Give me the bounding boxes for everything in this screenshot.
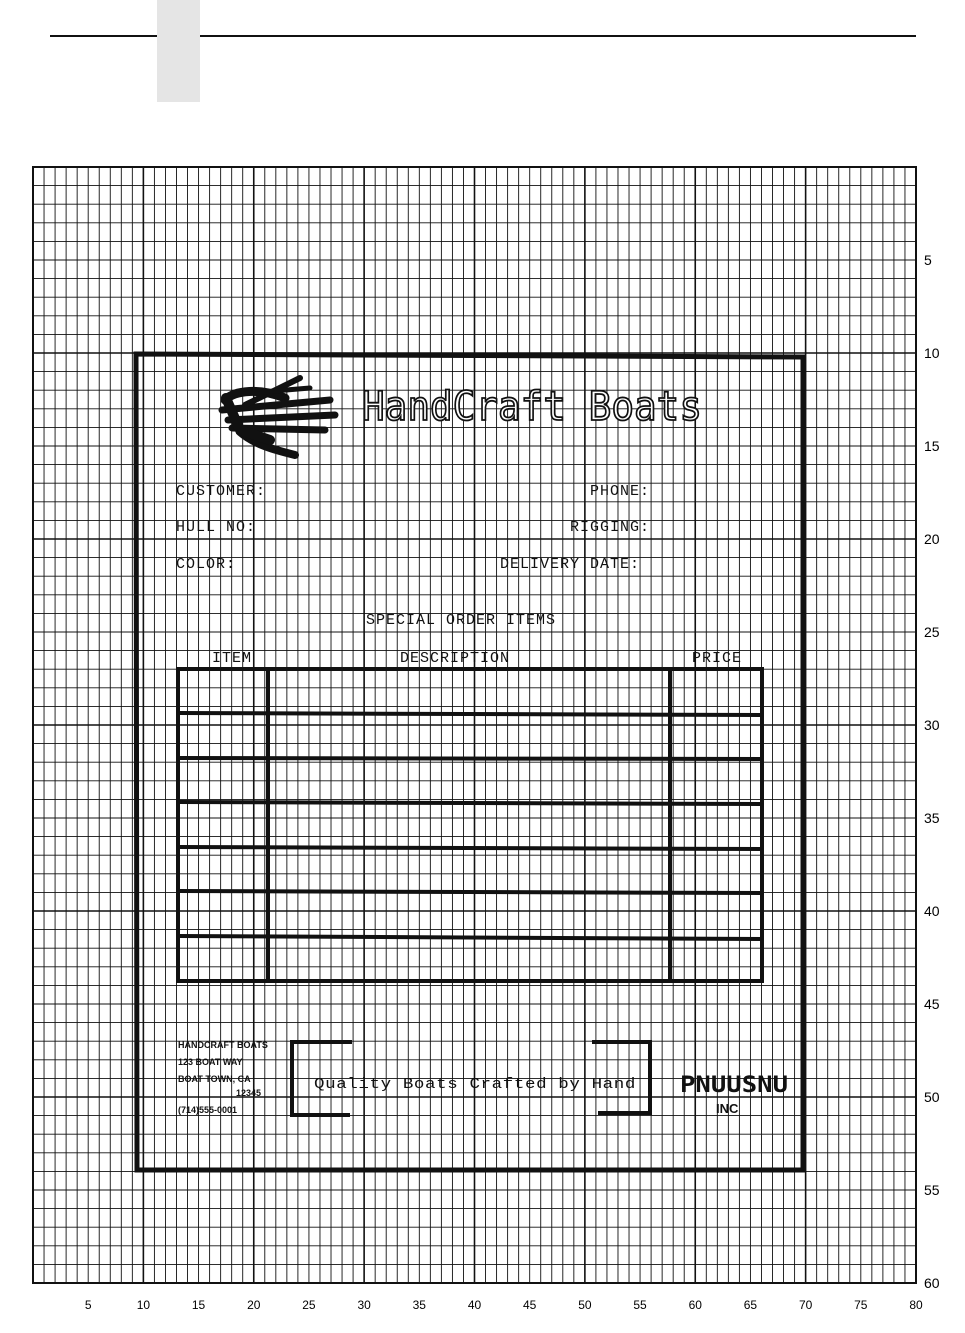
table-row-line bbox=[178, 936, 762, 939]
y-tick-label: 5 bbox=[924, 252, 932, 268]
y-tick-label: 30 bbox=[924, 717, 940, 733]
x-tick-label: 70 bbox=[798, 1298, 813, 1312]
x-tick-label: 35 bbox=[412, 1298, 426, 1312]
x-tick-label: 40 bbox=[467, 1298, 482, 1312]
y-tick-label: 60 bbox=[924, 1275, 940, 1291]
hand-logo-icon bbox=[222, 378, 335, 455]
table-row-line bbox=[178, 847, 762, 849]
grid-lines bbox=[33, 167, 916, 1283]
table-row-line bbox=[178, 713, 762, 715]
x-tick-label: 55 bbox=[633, 1298, 647, 1312]
y-tick-label: 15 bbox=[924, 438, 940, 454]
x-tick-label: 60 bbox=[688, 1298, 702, 1312]
table-row-line bbox=[178, 891, 762, 893]
y-tick-label: 50 bbox=[924, 1089, 940, 1105]
x-tick-label: 50 bbox=[578, 1298, 592, 1312]
delivery-date-label: DELIVERY DATE: bbox=[500, 556, 641, 573]
phone-label: PHONE: bbox=[590, 483, 651, 500]
address-line: 123 BOAT WAY bbox=[178, 1057, 243, 1067]
address-line: BOAT TOWN, CA bbox=[178, 1074, 251, 1084]
column-header-item: ITEM bbox=[212, 650, 253, 667]
address-line: 12345 bbox=[236, 1088, 262, 1098]
y-tick-label: 55 bbox=[924, 1182, 940, 1198]
order-table bbox=[178, 669, 762, 981]
company-title: HandCraft Boats bbox=[362, 384, 702, 430]
stamp-sub: INC bbox=[716, 1101, 739, 1116]
column-header-description: DESCRIPTION bbox=[400, 650, 511, 667]
color-label: COLOR: bbox=[176, 556, 237, 573]
y-tick-label: 20 bbox=[924, 531, 940, 547]
x-tick-label: 80 bbox=[909, 1298, 923, 1312]
section-title: SPECIAL ORDER ITEMS bbox=[366, 612, 557, 629]
table-row-line bbox=[178, 802, 762, 804]
y-tick-label: 35 bbox=[924, 810, 940, 826]
x-tick-label: 45 bbox=[523, 1298, 537, 1312]
y-tick-label: 25 bbox=[924, 624, 940, 640]
x-tick-label: 25 bbox=[302, 1298, 316, 1312]
x-tick-label: 10 bbox=[136, 1298, 151, 1312]
hull-no-label: HULL NO: bbox=[176, 519, 257, 536]
customer-label: CUSTOMER: bbox=[176, 483, 267, 500]
x-tick-label: 5 bbox=[84, 1298, 92, 1312]
column-header-price: PRICE bbox=[692, 650, 743, 667]
slogan: Quality Boats Crafted by Hand bbox=[314, 1076, 636, 1093]
x-tick-label: 30 bbox=[357, 1298, 371, 1312]
x-tick-label: 65 bbox=[743, 1298, 758, 1312]
y-tick-label: 40 bbox=[924, 903, 940, 919]
table-row-line bbox=[178, 758, 762, 759]
rigging-label: RIGGING: bbox=[570, 519, 651, 536]
stamp-mark: PNUUSNU bbox=[680, 1073, 788, 1098]
y-tick-label: 10 bbox=[924, 345, 940, 361]
x-tick-label: 20 bbox=[247, 1298, 261, 1312]
x-tick-label: 15 bbox=[191, 1298, 206, 1312]
y-tick-label: 45 bbox=[924, 996, 940, 1012]
x-tick-label: 75 bbox=[854, 1298, 868, 1312]
address-line: HANDCRAFT BOATS bbox=[178, 1040, 268, 1050]
address-line: (714)555-0001 bbox=[178, 1105, 238, 1115]
